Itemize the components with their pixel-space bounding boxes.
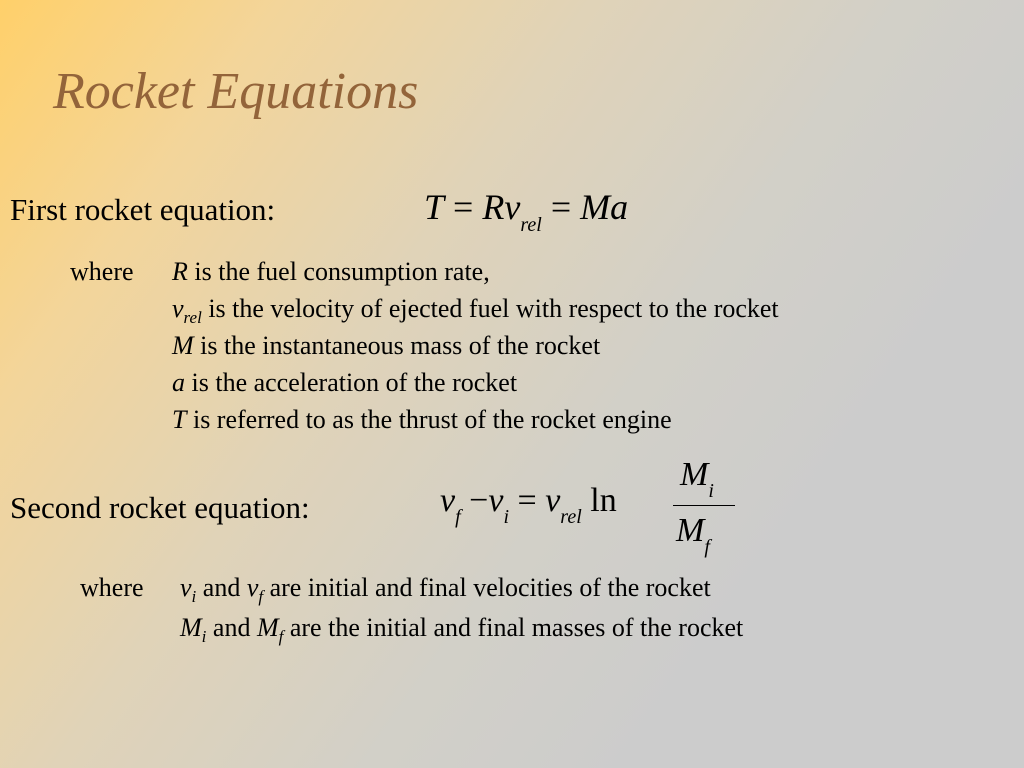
def-row-vrel (172, 294, 779, 328)
eq-f-sub: f (704, 536, 710, 558)
first-equation-label: First rocket equation: (10, 192, 276, 227)
eq-ln: ln (590, 482, 617, 519)
def-text: is referred to as the thrust of the rocket engine (192, 405, 672, 434)
sym-v: v (246, 573, 259, 602)
eq-vrel: v (545, 482, 561, 519)
eq-rel-sub: rel (520, 214, 542, 236)
sym-sub: f (278, 627, 284, 646)
eq-equals-1: = (453, 187, 474, 227)
def-row-R (172, 257, 490, 287)
eq-R: R (482, 187, 505, 227)
second-where: where (80, 573, 144, 602)
eq-rel-sub: rel (560, 506, 582, 528)
fraction-bar (673, 505, 735, 506)
def-symbol: M (172, 331, 194, 360)
fraction-numerator (680, 456, 714, 503)
eq-i-sub: i (503, 506, 509, 528)
def-text: is the acceleration of the rocket (191, 368, 518, 397)
sym-sub: i (191, 587, 197, 606)
eq-M-num: M (680, 456, 709, 493)
eq-vf: v (440, 482, 456, 519)
slide-title: Rocket Equations (53, 63, 419, 120)
eq-Ma: Ma (580, 187, 629, 227)
sym-M: M (180, 613, 202, 642)
eq-T: T (424, 187, 445, 227)
def-subscript: rel (183, 308, 202, 327)
def-symbol: v (172, 294, 184, 323)
def-text: is the fuel consumption rate, (194, 257, 490, 286)
second-line-1 (180, 573, 711, 607)
and-word: and (202, 573, 241, 602)
def-symbol: a (172, 368, 185, 397)
eq-minus: − (469, 482, 489, 519)
eq-v: v (504, 187, 521, 227)
and-word: and (212, 613, 251, 642)
eq-vi: v (488, 482, 504, 519)
def-row-T (172, 405, 672, 435)
line-text: are the initial and final masses of the rocket (289, 613, 744, 642)
first-equation (424, 186, 628, 237)
def-text: is the instantaneous mass of the rocket (200, 331, 601, 360)
line-text: are initial and final velocities of the rocket (269, 573, 711, 602)
sym-v: v (180, 573, 192, 602)
first-where: where (70, 257, 134, 286)
eq-M-den: M (676, 512, 705, 549)
eq-equals: = (517, 482, 537, 519)
fraction-denominator (676, 512, 710, 559)
sym-sub: i (201, 627, 207, 646)
def-symbol: T (172, 405, 187, 434)
def-text: is the velocity of ejected fuel with respect to the rocket (208, 294, 779, 323)
eq-f-sub: f (455, 506, 461, 528)
sym-sub: f (258, 587, 264, 606)
second-equation-label: Second rocket equation: (10, 490, 310, 525)
eq-equals-2: = (550, 187, 572, 227)
second-line-2 (180, 613, 743, 647)
sym-M: M (256, 613, 279, 642)
def-row-a (172, 368, 517, 398)
second-equation-lhs (440, 482, 617, 529)
def-row-M (172, 331, 600, 361)
eq-i-sub: i (708, 480, 714, 502)
def-symbol: R (172, 257, 188, 286)
